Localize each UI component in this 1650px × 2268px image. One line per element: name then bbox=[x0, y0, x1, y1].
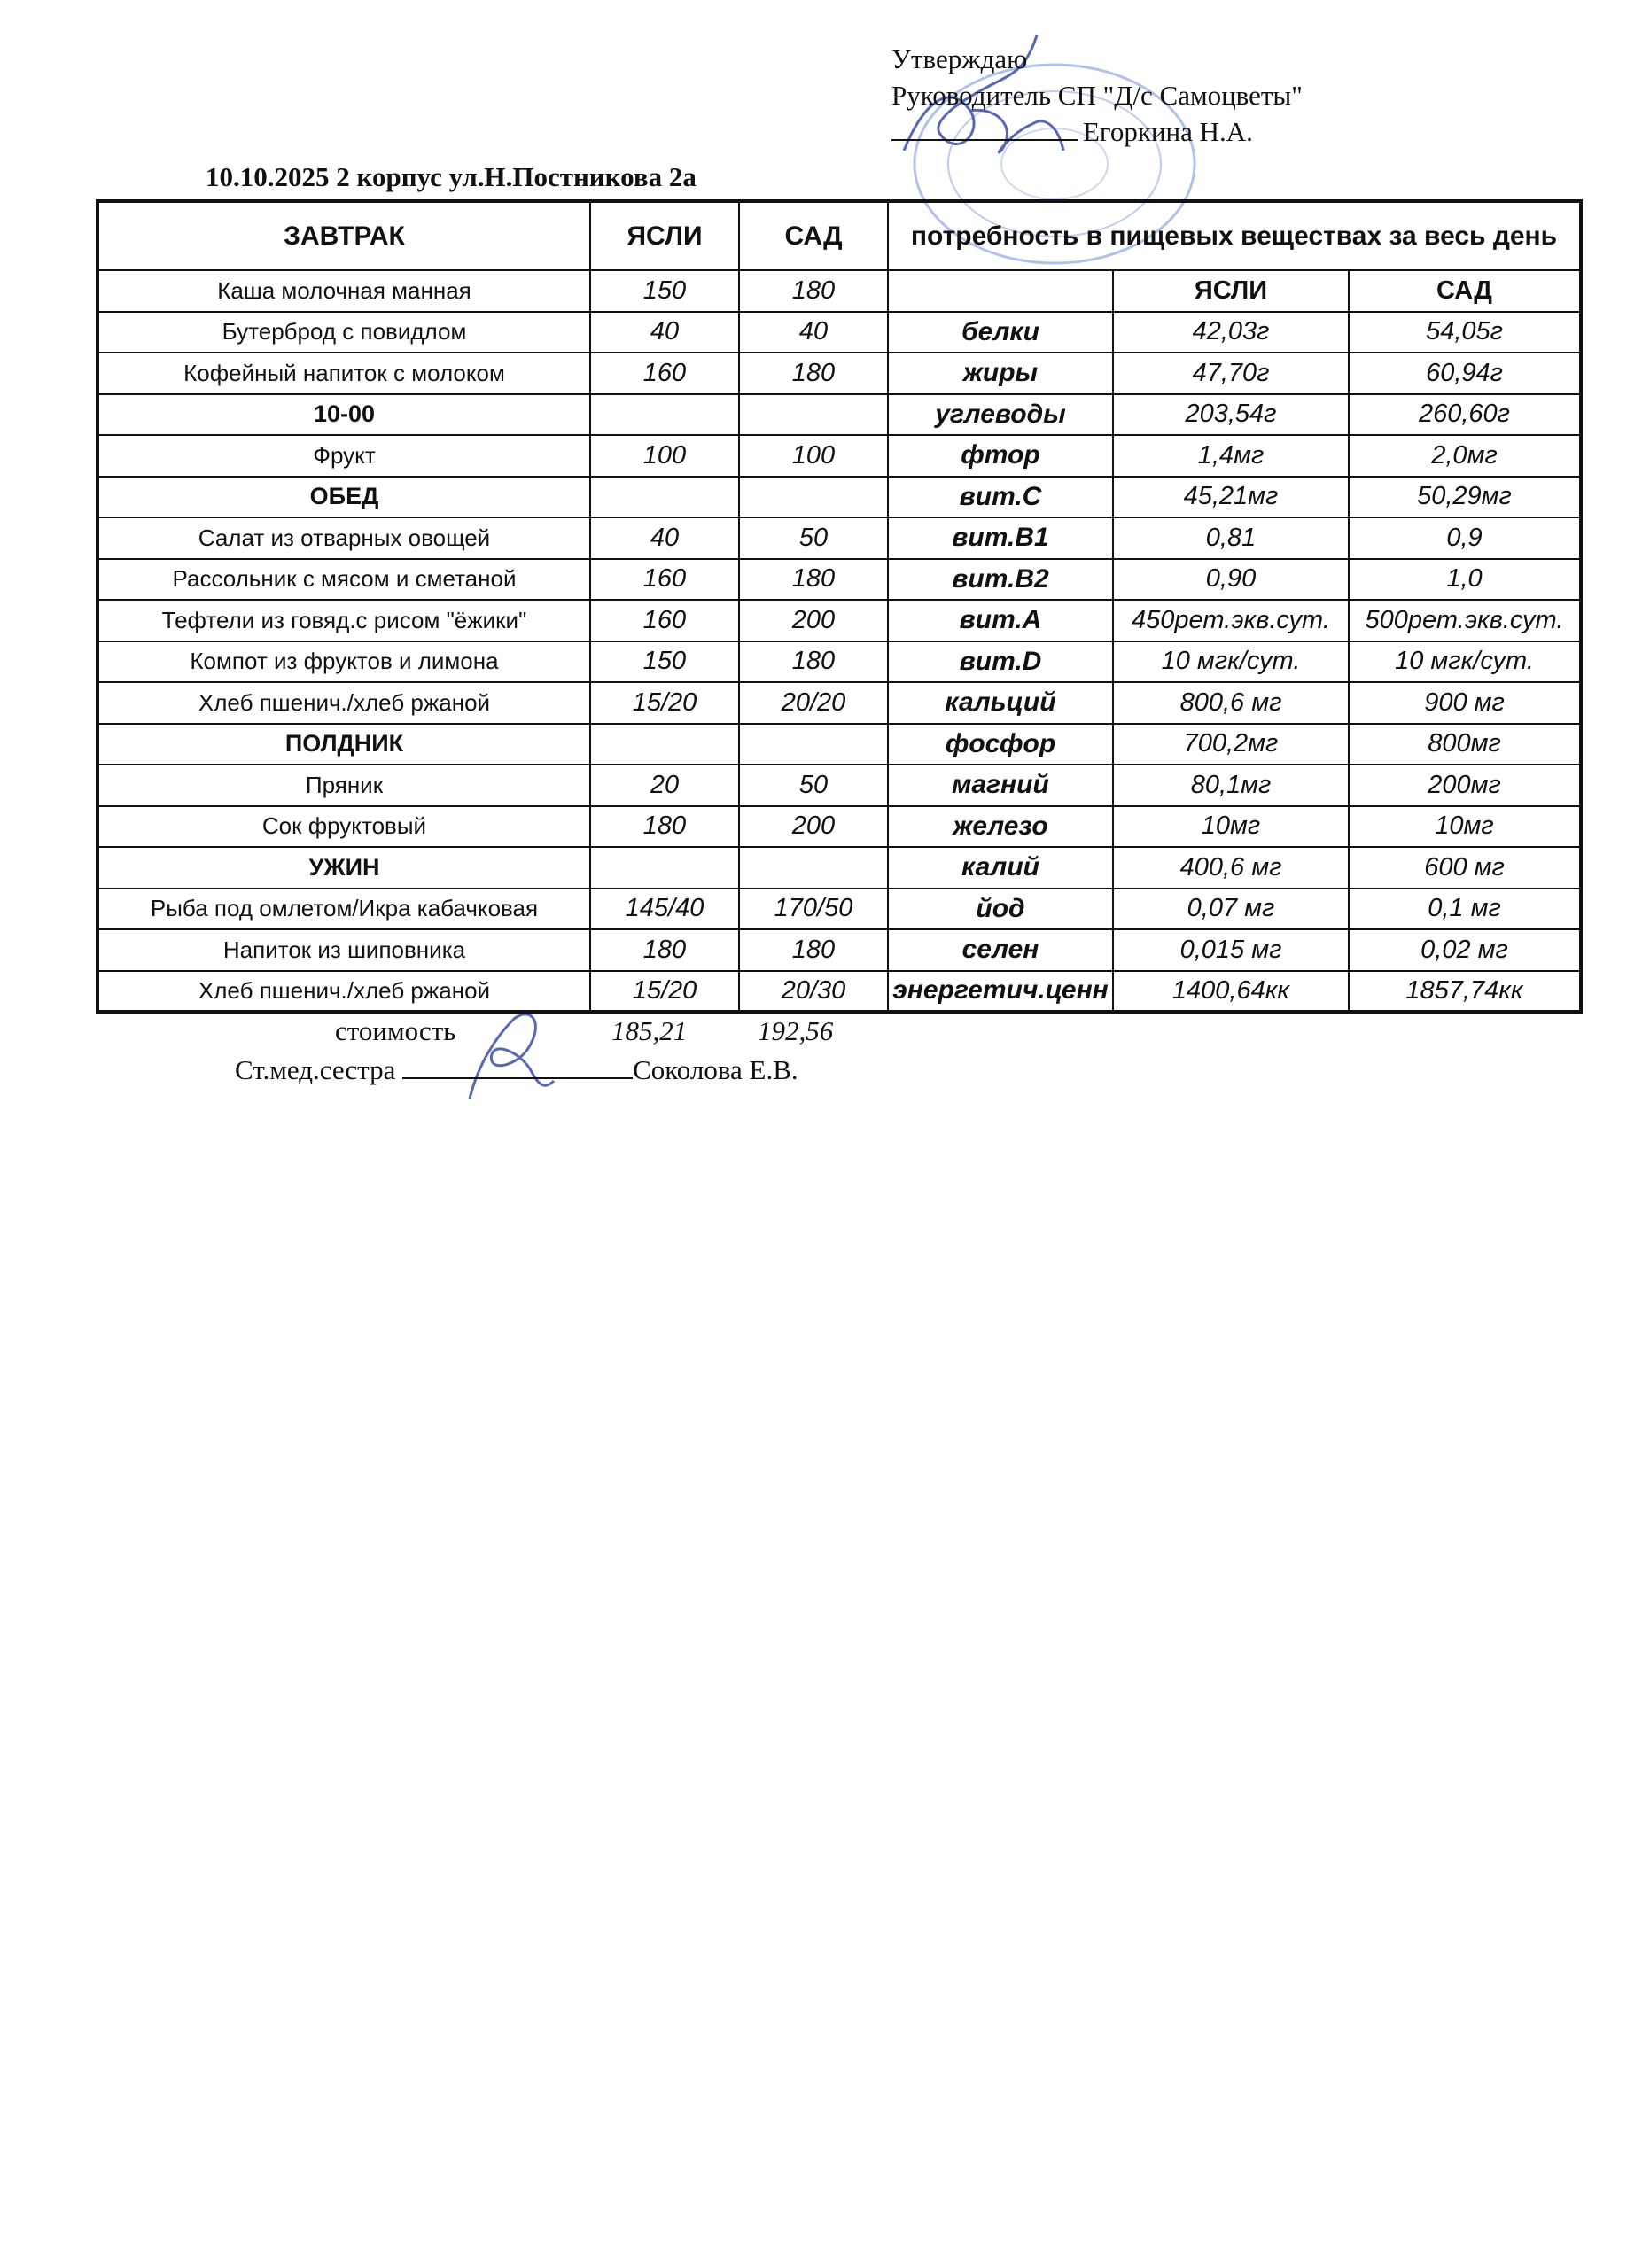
table-row bbox=[97, 724, 1581, 765]
garden-portion: 180 bbox=[739, 353, 888, 394]
nutrient-nursery: 1,4мг bbox=[1113, 435, 1349, 477]
nutrient-name: белки bbox=[888, 312, 1113, 353]
dish-name: Салат из отварных овощей bbox=[97, 517, 590, 559]
nutrient-garden: 10мг bbox=[1349, 806, 1581, 848]
garden-portion bbox=[739, 847, 888, 889]
nutrient-name: йод bbox=[888, 889, 1113, 930]
nursery-portion: 160 bbox=[590, 600, 739, 641]
needs-sub-garden: САД bbox=[1349, 270, 1581, 312]
table-row bbox=[97, 435, 1581, 477]
nutrient-name: магний bbox=[888, 765, 1113, 806]
garden-portion: 20/20 bbox=[739, 682, 888, 724]
nursery-portion: 15/20 bbox=[590, 682, 739, 724]
table-row bbox=[97, 929, 1581, 971]
nutrient-nursery: 10 мгк/сут. bbox=[1113, 641, 1349, 683]
approve-name: Егоркина Н.А. bbox=[1083, 116, 1253, 147]
nutrient-nursery: 1400,64кк bbox=[1113, 971, 1349, 1013]
nursery-portion bbox=[590, 394, 739, 436]
table-row bbox=[97, 806, 1581, 848]
nutrient-nursery: 80,1мг bbox=[1113, 765, 1349, 806]
table-row bbox=[97, 517, 1581, 559]
dish-name: Хлеб пшенич./хлеб ржаной bbox=[97, 971, 590, 1013]
table-row bbox=[97, 682, 1581, 724]
nutrient-name: энергетич.ценн bbox=[888, 971, 1113, 1013]
nursery-portion: 15/20 bbox=[590, 971, 739, 1013]
nutrient-name: вит.С bbox=[888, 477, 1113, 518]
document-title: 10.10.2025 2 корпус ул.Н.Постникова 2а bbox=[206, 161, 697, 192]
nutrient-garden: 500рет.экв.сут. bbox=[1349, 600, 1581, 641]
garden-portion: 100 bbox=[739, 435, 888, 477]
table-row bbox=[97, 312, 1581, 353]
nurse-label: Ст.мед.сестра bbox=[235, 1054, 396, 1085]
dish-name: Компот из фруктов и лимона bbox=[97, 641, 590, 683]
dish-name: Рыба под омлетом/Икра кабачковая bbox=[97, 889, 590, 930]
nutrient-name: фтор bbox=[888, 435, 1113, 477]
nursery-portion: 40 bbox=[590, 517, 739, 559]
nutrient-name: железо bbox=[888, 806, 1113, 848]
nutrient-name: углеводы bbox=[888, 394, 1113, 436]
nursery-portion: 40 bbox=[590, 312, 739, 353]
nursery-portion bbox=[590, 724, 739, 765]
table-row bbox=[97, 641, 1581, 683]
nutrient-nursery: 800,6 мг bbox=[1113, 682, 1349, 724]
nutrient-garden: 0,9 bbox=[1349, 517, 1581, 559]
nutrient-nursery: 10мг bbox=[1113, 806, 1349, 848]
garden-portion bbox=[739, 394, 888, 436]
nursery-portion: 160 bbox=[590, 559, 739, 601]
table-row bbox=[97, 765, 1581, 806]
nursery-portion: 145/40 bbox=[590, 889, 739, 930]
nurse-sign-line bbox=[402, 1058, 633, 1079]
cost-garden: 192,56 bbox=[758, 1015, 834, 1046]
nutrient-garden: 260,60г bbox=[1349, 394, 1581, 436]
cost-nursery: 185,21 bbox=[611, 1015, 688, 1046]
dish-name: Рассольник с мясом и сметаной bbox=[97, 559, 590, 601]
nursery-portion bbox=[590, 477, 739, 518]
dish-name: Каша молочная манная bbox=[97, 270, 590, 312]
nutrient-nursery: 47,70г bbox=[1113, 353, 1349, 394]
nursery-portion: 180 bbox=[590, 806, 739, 848]
nutrient-nursery: 0,07 мг bbox=[1113, 889, 1349, 930]
nutrient-nursery: 450рет.экв.сут. bbox=[1113, 600, 1349, 641]
table-row bbox=[97, 971, 1581, 1013]
nutrient-garden: 1857,74кк bbox=[1349, 971, 1581, 1013]
nutrient-garden: 50,29мг bbox=[1349, 477, 1581, 518]
nursery-portion: 150 bbox=[590, 641, 739, 683]
nursery-portion: 180 bbox=[590, 929, 739, 971]
approve-signature-line bbox=[891, 121, 1078, 141]
needs-sub-nursery: ЯСЛИ bbox=[1113, 270, 1349, 312]
nursery-portion bbox=[590, 847, 739, 889]
menu-table bbox=[96, 199, 1583, 1014]
nutrient-garden: 600 мг bbox=[1349, 847, 1581, 889]
garden-portion bbox=[739, 724, 888, 765]
table-header bbox=[97, 201, 1581, 270]
nutrient-garden: 900 мг bbox=[1349, 682, 1581, 724]
nutrient-garden: 54,05г bbox=[1349, 312, 1581, 353]
approve-name-line bbox=[891, 113, 1303, 150]
garden-portion: 200 bbox=[739, 806, 888, 848]
dish-name: Напиток из шиповника bbox=[97, 929, 590, 971]
nutrient-nursery: 45,21мг bbox=[1113, 477, 1349, 518]
table-row bbox=[97, 847, 1581, 889]
nutrient-nursery: 700,2мг bbox=[1113, 724, 1349, 765]
nutrient-nursery: 400,6 мг bbox=[1113, 847, 1349, 889]
nutrient-name: вит.А bbox=[888, 600, 1113, 641]
nutrient-nursery: 203,54г bbox=[1113, 394, 1349, 436]
table-row bbox=[97, 889, 1581, 930]
nutrient-name: жиры bbox=[888, 353, 1113, 394]
table-row bbox=[97, 559, 1581, 601]
approve-position: Руководитель СП "Д/с Самоцветы" bbox=[891, 80, 1303, 111]
garden-portion: 170/50 bbox=[739, 889, 888, 930]
nutrient-nursery: 0,015 мг bbox=[1113, 929, 1349, 971]
garden-portion: 180 bbox=[739, 929, 888, 971]
nutrient-nursery: 42,03г bbox=[1113, 312, 1349, 353]
nutrient-garden: 0,1 мг bbox=[1349, 889, 1581, 930]
meal-section: 10-00 bbox=[97, 394, 590, 436]
garden-portion: 180 bbox=[739, 559, 888, 601]
col-garden: САД bbox=[739, 201, 888, 270]
garden-portion: 20/30 bbox=[739, 971, 888, 1013]
table-row bbox=[97, 353, 1581, 394]
cost-label: стоимость bbox=[335, 1015, 456, 1046]
nursery-portion: 150 bbox=[590, 270, 739, 312]
nutrient-name: вит.D bbox=[888, 641, 1113, 683]
garden-portion: 200 bbox=[739, 600, 888, 641]
nutrient-name bbox=[888, 270, 1113, 312]
nutrient-name: вит.В1 bbox=[888, 517, 1113, 559]
nutrient-garden: 2,0мг bbox=[1349, 435, 1581, 477]
nutrient-name: кальций bbox=[888, 682, 1113, 724]
col-meal: ЗАВТРАК bbox=[97, 201, 590, 270]
garden-portion: 180 bbox=[739, 270, 888, 312]
nursery-portion: 20 bbox=[590, 765, 739, 806]
dish-name: Кофейный напиток с молоком bbox=[97, 353, 590, 394]
table-row bbox=[97, 600, 1581, 641]
meal-section: ОБЕД bbox=[97, 477, 590, 518]
nurse-name: Соколова Е.В. bbox=[633, 1054, 798, 1085]
table-row bbox=[97, 477, 1581, 518]
nutrient-name: селен bbox=[888, 929, 1113, 971]
dish-name: Пряник bbox=[97, 765, 590, 806]
nursery-portion: 100 bbox=[590, 435, 739, 477]
dish-name: Фрукт bbox=[97, 435, 590, 477]
table-row bbox=[97, 394, 1581, 436]
table-row bbox=[97, 270, 1581, 312]
nutrient-garden: 60,94г bbox=[1349, 353, 1581, 394]
nursery-portion: 160 bbox=[590, 353, 739, 394]
garden-portion bbox=[739, 477, 888, 518]
col-needs: потребность в пищевых веществах за весь день bbox=[888, 201, 1581, 270]
nutrient-garden: 1,0 bbox=[1349, 559, 1581, 601]
approval-block bbox=[891, 41, 1303, 150]
meal-section: ПОЛДНИК bbox=[97, 724, 590, 765]
nutrient-garden: 10 мгк/сут. bbox=[1349, 641, 1581, 683]
nutrient-nursery: 0,81 bbox=[1113, 517, 1349, 559]
garden-portion: 50 bbox=[739, 765, 888, 806]
nutrient-garden: 800мг bbox=[1349, 724, 1581, 765]
garden-portion: 50 bbox=[739, 517, 888, 559]
nutrient-name: калий bbox=[888, 847, 1113, 889]
nutrient-garden: 0,02 мг bbox=[1349, 929, 1581, 971]
dish-name: Тефтели из говяд.с рисом "ёжики" bbox=[97, 600, 590, 641]
dish-name: Сок фруктовый bbox=[97, 806, 590, 848]
nutrient-name: вит.В2 bbox=[888, 559, 1113, 601]
meal-section: УЖИН bbox=[97, 847, 590, 889]
nutrient-garden: 200мг bbox=[1349, 765, 1581, 806]
dish-name: Хлеб пшенич./хлеб ржаной bbox=[97, 682, 590, 724]
approve-title: Утверждаю bbox=[891, 43, 1028, 74]
nutrient-name: фосфор bbox=[888, 724, 1113, 765]
nutrient-nursery: 0,90 bbox=[1113, 559, 1349, 601]
garden-portion: 180 bbox=[739, 641, 888, 683]
col-nursery: ЯСЛИ bbox=[590, 201, 739, 270]
garden-portion: 40 bbox=[739, 312, 888, 353]
nurse-signature-line bbox=[235, 1054, 798, 1086]
dish-name: Бутерброд с повидлом bbox=[97, 312, 590, 353]
